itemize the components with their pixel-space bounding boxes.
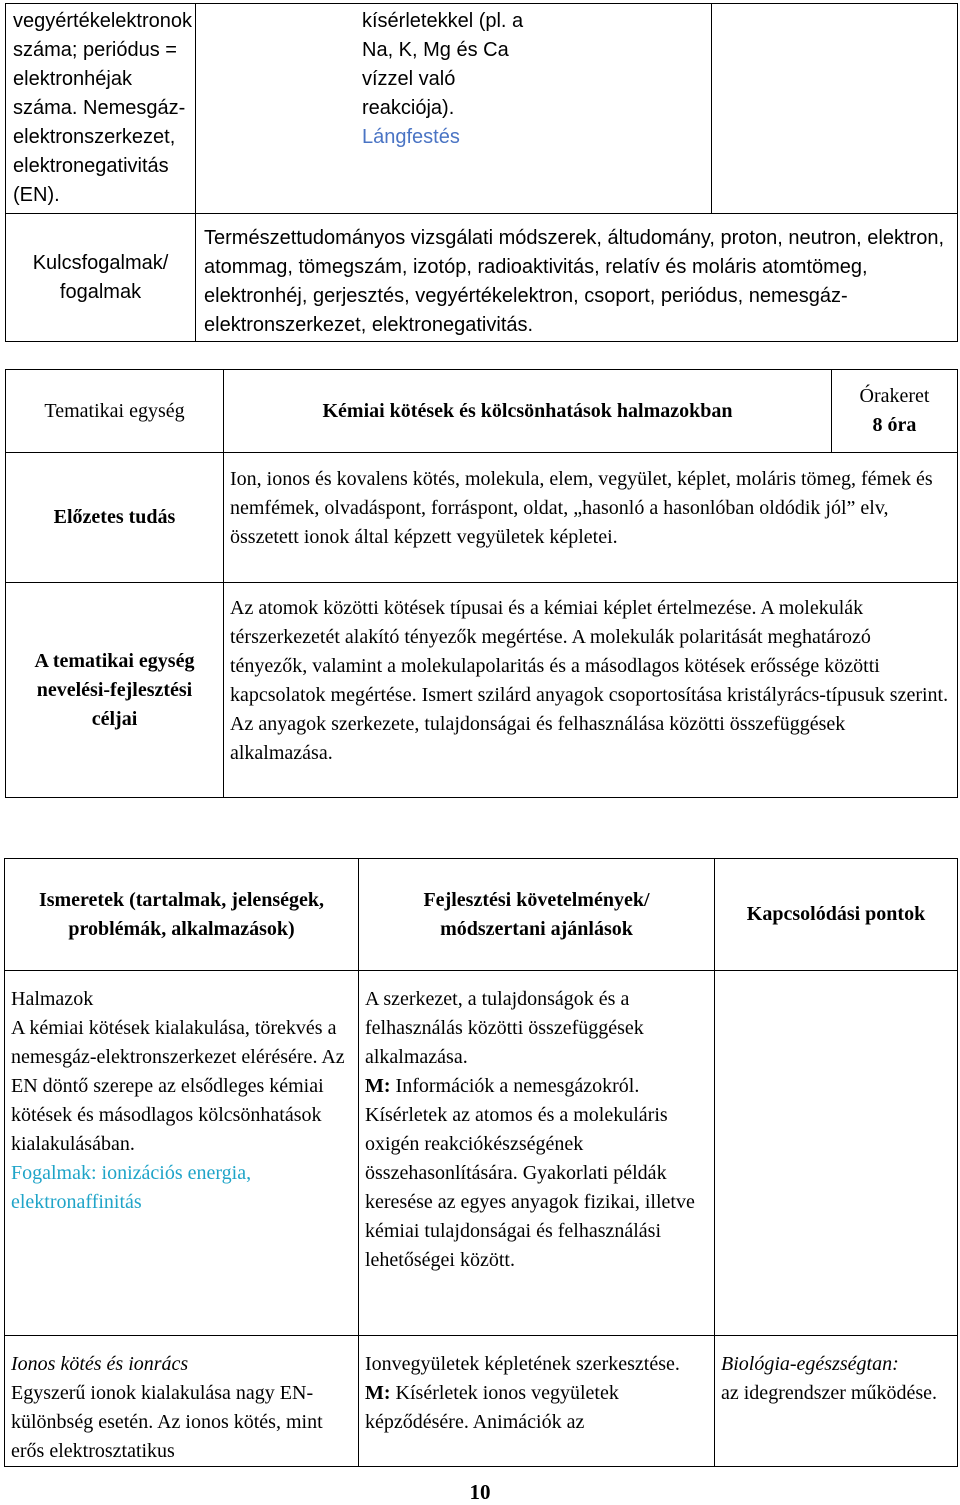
content-row1-col2 <box>359 971 715 1336</box>
halmazok-concepts: Fogalmak: ionizációs energia, elektronaffinitás <box>11 1162 252 1213</box>
halmazok-title: Halmazok <box>11 988 94 1010</box>
row1-methods-text: Információk a nemesgázokról. Kísérletek az atomos és a molekuláris oxigén reakciókészségének összehasonlítására. Gyakorlati példák keresése az egyes anyagok fizikai, illetve kémiai tulajdonságai és felhasználási lehetőségei között. <box>365 1075 695 1271</box>
row2-requirements-text: Ionvegyületek képletének szerkesztése. <box>365 1353 680 1375</box>
top-prev-col1 <box>6 4 196 214</box>
ionos-text: Egyszerű ionok kialakulása nagy EN-különbség esetén. Az ionos kötés, mint erős elektrosztatikus <box>11 1382 323 1462</box>
content-table <box>4 858 958 1467</box>
content-row2-col3 <box>715 1336 958 1467</box>
key-concepts-label <box>6 214 196 342</box>
key-concepts-text-content: Természettudományos vizsgálati módszerek, áltudomány, proton, neutron, elektron, atommag, tömegszám, izotóp, radioaktivitás, relatív és moláris atomtömeg, elektronhéj, gerjesztés, vegyértékelektron, csoport, periódus, nemesgáz-elektronszerkezet, elektronegativitás. <box>204 227 944 336</box>
hours-value: 8 óra <box>872 414 917 436</box>
row2-methods <box>365 1379 708 1437</box>
row1-requirements-text: A szerkezet, a tulajdonságok és a felhasználás közötti összefüggések alkalmazása. <box>365 988 644 1068</box>
content-row1-col1 <box>5 971 359 1336</box>
unit-label-text: Tematikai egység <box>44 399 185 422</box>
goals-label-text: A tematikai egység nevelési-fejlesztési céljai <box>34 649 195 730</box>
prior-knowledge-label <box>6 453 224 583</box>
unit-table <box>5 369 958 798</box>
unit-title <box>224 370 832 453</box>
biology-title: Biológia-egészségtan: <box>721 1353 899 1375</box>
top-prev-col2-text: kísérletekkel (pl. a Na, K, Mg és Ca vízzel való reakciója). <box>362 10 524 119</box>
biology-text: az idegrendszer működése. <box>721 1382 938 1404</box>
unit-title-text: Kémiai kötések és kölcsönhatások halmazokban <box>322 399 733 422</box>
content-header-col3 <box>715 859 958 971</box>
row1-methods <box>365 1072 708 1275</box>
content-header-col2 <box>359 859 715 971</box>
row1-methods-label: M: <box>365 1075 391 1097</box>
row2-methods-text: Kísérletek ionos vegyületek képződésére. Animációk az <box>365 1382 619 1433</box>
top-prev-col1-text: vegyértékelektronok száma; periódus = elektronhéjak száma. Nemesgáz-elektronszerkezet, elektronegativitás (EN). <box>13 10 192 206</box>
goals-text <box>224 583 958 798</box>
halmazok-text: A kémiai kötések kialakulása, törekvés a nemesgáz-elektronszerkezet elérésére. Az EN döntő szerepe az elsődleges kémiai kötések és másodlagos kölcsönhatások kialakulásában. <box>11 1017 345 1155</box>
row2-methods-label: M: <box>365 1382 391 1404</box>
key-concepts-text <box>196 214 958 342</box>
page-number: 10 <box>469 1480 491 1504</box>
content-row2-col1 <box>5 1336 359 1467</box>
top-table <box>5 3 958 342</box>
goals-text-content: Az atomok közötti kötések típusai és a kémiai képlet értelmezése. A molekulák térszerkezetét alakító tényezők megértése. A molekulák polaritását meghatározó tényezők, valamint a molekulapolaritás és a másodlagos kötések erőssége közötti kapcsolatok megértése. Ismert szilárd anyagok csoportosítása kristályrács-típusuk szerint. Az anyagok szerkezete, tulajdonságai és felhasználása közötti összefüggések alkalmazása. <box>230 597 949 764</box>
unit-hours <box>832 370 958 453</box>
content-row2-col2 <box>359 1336 715 1467</box>
prior-knowledge-text <box>224 453 958 583</box>
top-prev-col2-blue: Lángfestés <box>362 126 460 148</box>
top-prev-col2 <box>196 4 712 214</box>
unit-label <box>6 370 224 453</box>
goals-label <box>6 583 224 798</box>
key-concepts-label-text: Kulcsfogalmak/ fogalmak <box>32 251 169 303</box>
content-header-col1 <box>5 859 359 971</box>
content-header-col2-text: Fejlesztési követelmények/ módszertani ajánlások <box>423 888 650 940</box>
content-header-col1-text: Ismeretek (tartalmak, jelenségek, problémák, alkalmazások) <box>38 888 325 940</box>
top-prev-col3 <box>712 4 958 214</box>
prior-knowledge-text-content: Ion, ionos és kovalens kötés, molekula, elem, vegyület, képlet, moláris tömeg, fémek és nemfémek, olvadáspont, forráspont, oldat, „hasonló a hasonlóban oldódik jól” elv, összetett ionok által képzett vegyületek képletei. <box>230 468 933 548</box>
hours-label: Órakeret <box>859 385 930 407</box>
prior-knowledge-label-text: Előzetes tudás <box>53 506 176 528</box>
ionos-title: Ionos kötés és ionrács <box>11 1353 189 1375</box>
content-header-col3-text: Kapcsolódási pontok <box>746 903 926 925</box>
content-row1-col3 <box>715 971 958 1336</box>
